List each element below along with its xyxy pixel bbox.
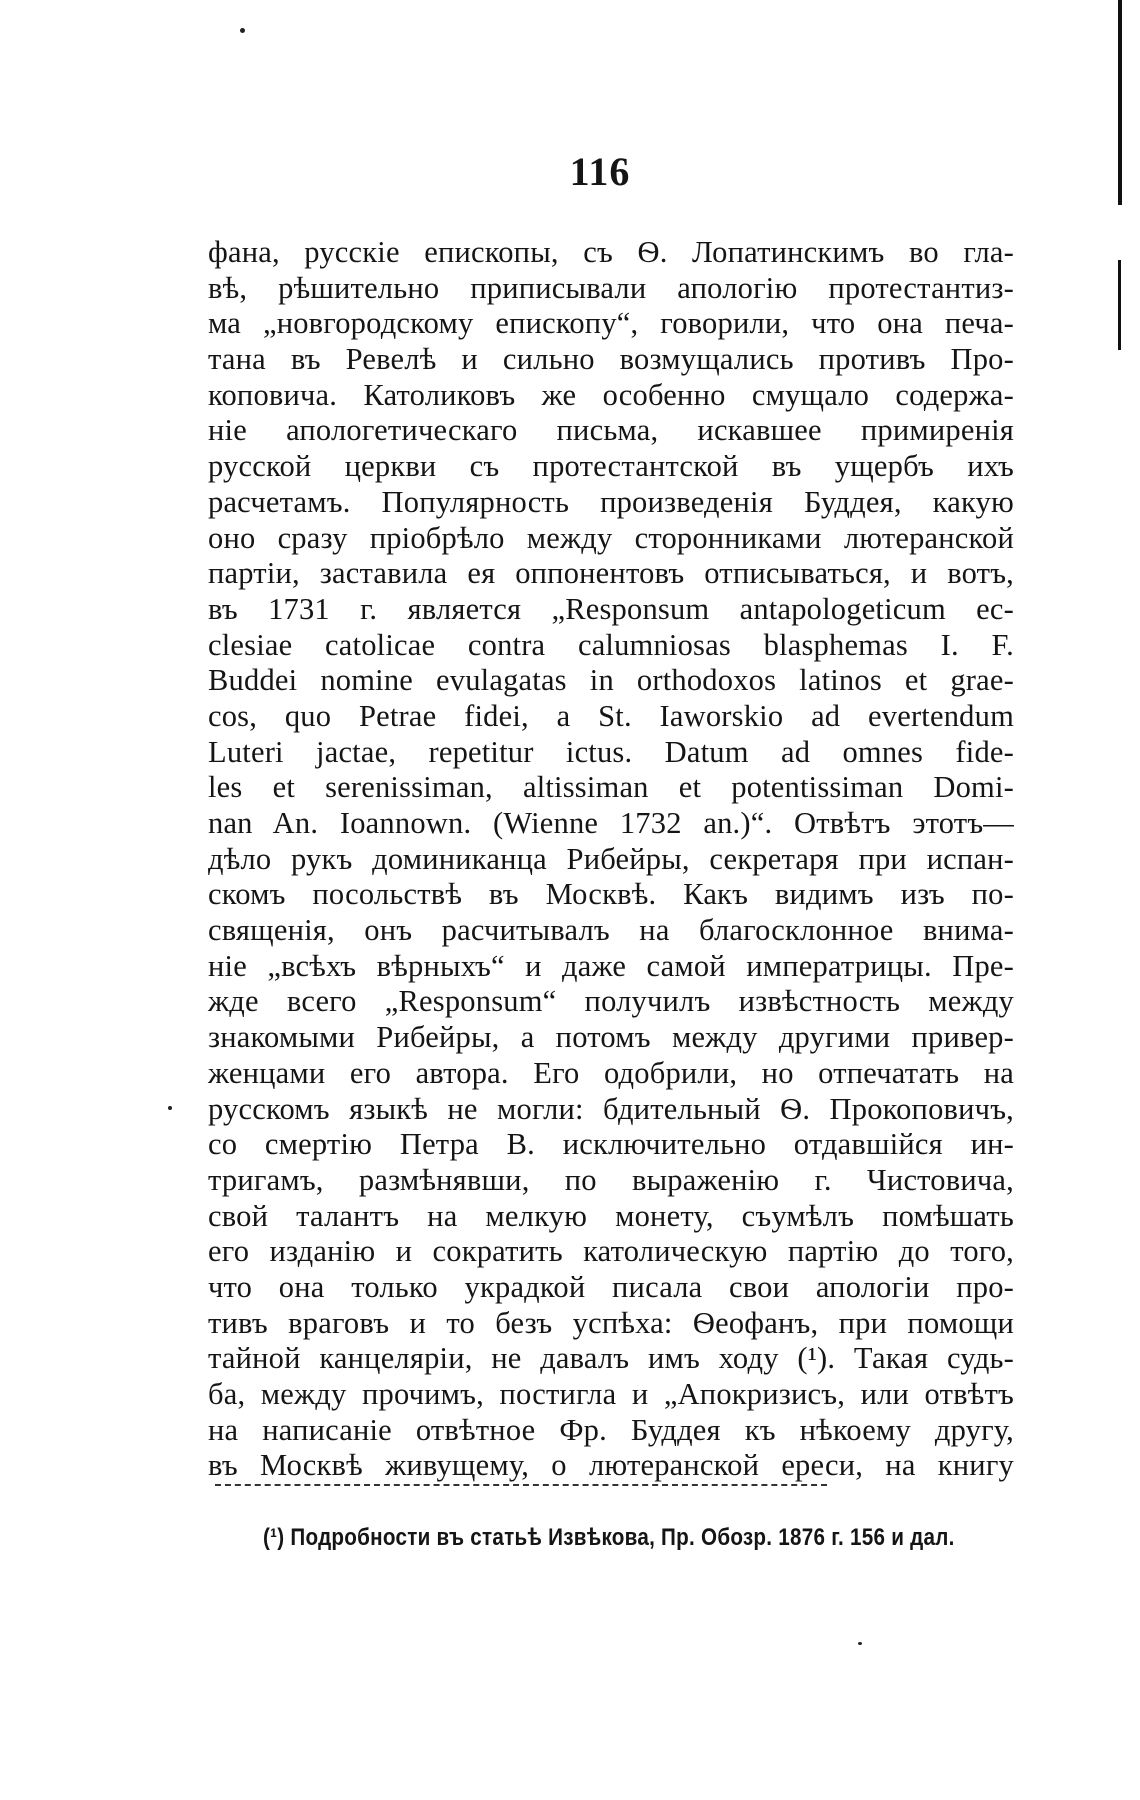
scan-speck [858,1642,862,1645]
text-line: оно сразу пріобрѣло между сторонниками лютеранской [208,520,1014,555]
text-line: nan An. Ioannown. (Wienne 1732 an.)“. Отвѣтъ этотъ— [208,806,1014,840]
text-line: русскомъ языкѣ не могли: бдительный Ѳ. Прокоповичъ, [208,1091,1014,1126]
text-line: тайной канцеляріи, не давалъ имъ ходу (¹). Такая судь- [208,1341,1014,1376]
text-line: партіи, заставила ея оппонентовъ отписываться, и вотъ, [208,556,1014,591]
text-line: clesiae catolicae contra calumniosas blasphemas I. F. [208,627,1014,662]
text-line: cos, quo Petrae fidei, a St. Iaworskio ad evertendum [208,698,1014,733]
text-line: тивъ враговъ и то безъ успѣха: Ѳеофанъ, при помощи [208,1305,1014,1340]
text-line: со смертію Петра В. исключительно отдавшійся ин- [208,1127,1014,1162]
text-line: свой талантъ на мелкую монету, съумѣлъ помѣшать [208,1198,1014,1233]
text-line: что она только украдкой писала свои апологіи про- [208,1269,1014,1304]
text-line: русской церкви съ протестантской въ ущербъ ихъ [208,449,1014,484]
scan-speck [168,1106,172,1110]
text-line: въ Москвѣ живущему, о лютеранской ереси, на книгу [208,1448,1014,1483]
text-line: его изданію и сократить католическую партію до того, [208,1234,1014,1269]
text-line: дѣло рукъ доминиканца Рибейры, секретаря при испан- [208,841,1014,876]
text-line: ма „новгородскому епископу“, говорили, что она печа- [208,306,1014,341]
text-line: ніе „всѣхъ вѣрныхъ“ и даже самой императрицы. Пре- [208,948,1014,983]
page-number: 116 [569,149,631,194]
text-line: знакомыми Рибейры, а потомъ между другими привер- [208,1020,1014,1055]
text-line: въ 1731 г. является „Responsum antapologeticum ec- [208,591,1014,626]
text-line: les et serenissiman, altissiman et potentissiman Domi- [208,770,1014,805]
text-line: коповича. Католиковъ же особенно смущало содержа- [208,377,1014,412]
text-line: фана, русскіе епископы, съ Ѳ. Лопатинскимъ во гла- [208,235,1014,269]
footnote: (¹) Подробности въ статьѣ Извѣкова, Пр. Обозр. 1876 г. 156 и дал. [263,1524,955,1551]
text-line: Luteri jactae, repetitur ictus. Datum ad omnes fide- [208,734,1014,769]
text-line: на написаніе отвѣтное Фр. Буддея къ нѣкоему другу, [208,1412,1014,1447]
text-line: жде всего „Responsum“ получилъ извѣстность между [208,984,1014,1019]
body-text [208,235,1014,1484]
text-line: Buddei nomine evulagatas in orthodoxos latinos et graе- [208,663,1014,698]
text-line: женцами его автора. Его одобрили, но отпечатать на [208,1055,1014,1090]
scan-edge-line [1118,260,1121,350]
text-line: тана въ Ревелѣ и сильно возмущались противъ Про- [208,342,1014,377]
text-line: ніе апологетическаго письма, искавшее примиренія [208,413,1014,448]
text-line: тригамъ, размѣнявши, по выраженію г. Чистовича, [208,1162,1014,1197]
text-line: расчетамъ. Популярность произведенія Буддея, какую [208,484,1014,519]
footnote-separator [215,1484,827,1486]
scan-speck [240,28,245,33]
text-line: скомъ посольствѣ въ Москвѣ. Какъ видимъ изъ по- [208,877,1014,912]
text-line: священія, онъ расчитывалъ на благосклонное внима- [208,913,1014,948]
text-line: вѣ, рѣшительно приписывали апологію протестантиз- [208,270,1014,305]
text-line: ба, между прочимъ, постигла и „Апокризисъ, или отвѣтъ [208,1377,1014,1411]
